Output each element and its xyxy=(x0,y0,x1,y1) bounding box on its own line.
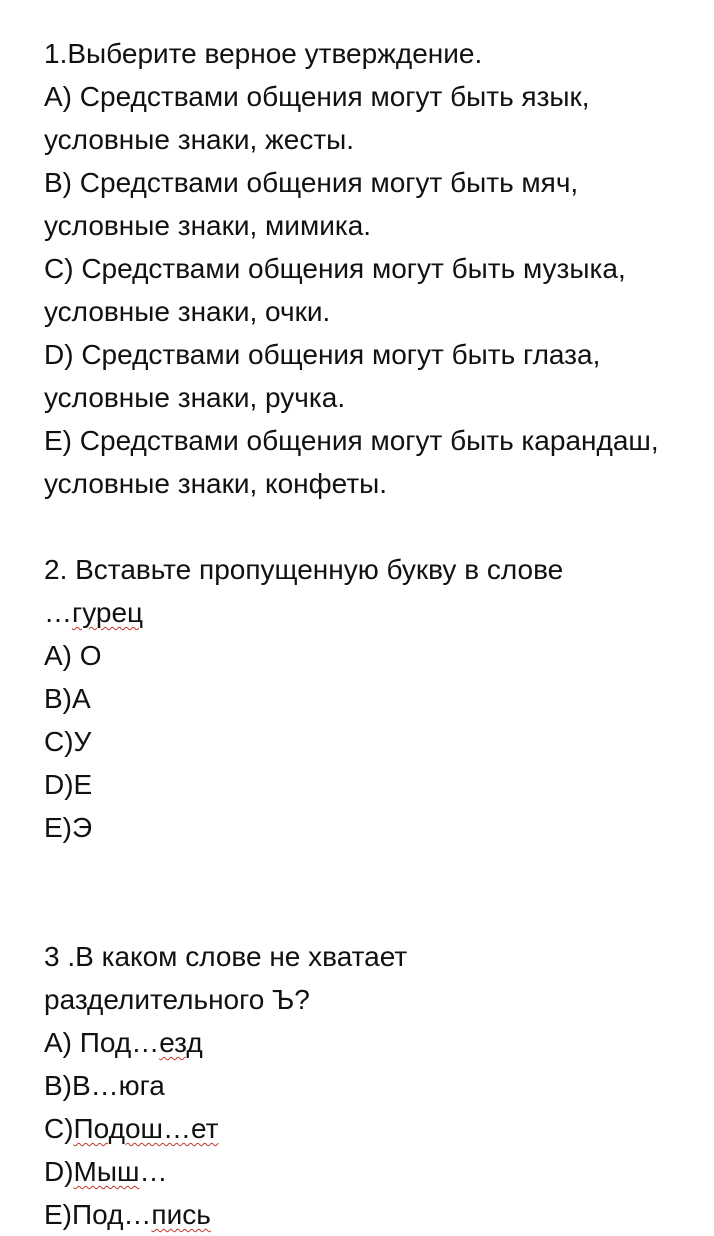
question-2-title: 2. Вставьте пропущенную букву в слове xyxy=(44,554,564,585)
spacer xyxy=(44,849,714,935)
question-2-word xyxy=(44,591,714,634)
question-3-title: 3 .В каком слове не хватает xyxy=(44,941,408,972)
spellcheck-word: езд xyxy=(159,1027,203,1058)
question-3-option xyxy=(44,1193,714,1236)
question-3-option xyxy=(44,1064,714,1107)
question-1-line: D) Средствами общения могут быть глаза, xyxy=(44,339,601,370)
option-text: … xyxy=(139,1156,168,1187)
spellcheck-word: Подош…ет xyxy=(73,1113,219,1144)
option-text: A) Под… xyxy=(44,1027,160,1058)
question-1-line: A) Средствами общения могут быть язык, xyxy=(44,81,590,112)
question-1-line: условные знаки, жесты. xyxy=(44,124,355,155)
question-2-option: E)Э xyxy=(44,812,93,843)
question-1-line: условные знаки, ручка. xyxy=(44,382,346,413)
question-2-option: D)Е xyxy=(44,769,93,800)
question-1-line: C) Средствами общения могут быть музыка, xyxy=(44,253,626,284)
question-1-line: условные знаки, мимика. xyxy=(44,210,372,241)
spellcheck-word: Мыш xyxy=(73,1156,140,1187)
option-text: E)Под… xyxy=(44,1199,152,1230)
question-2-option: A) О xyxy=(44,640,102,671)
option-text: B)В…юга xyxy=(44,1070,165,1101)
question-3-option xyxy=(44,1021,714,1064)
question-3-option xyxy=(44,1150,714,1193)
spellcheck-word: пись xyxy=(151,1199,211,1230)
quiz-document xyxy=(44,32,714,1236)
question-1-line: E) Средствами общения могут быть карандаш, xyxy=(44,425,659,456)
spacer xyxy=(44,505,714,548)
option-text: C) xyxy=(44,1113,74,1144)
question-3-title: разделительного Ъ? xyxy=(44,984,310,1015)
question-2-option: C)У xyxy=(44,726,92,757)
question-1-line: условные знаки, конфеты. xyxy=(44,468,388,499)
question-1-line: условные знаки, очки. xyxy=(44,296,331,327)
question-3-option xyxy=(44,1107,714,1150)
question-1-title: 1.Выберите верное утверждение. xyxy=(44,38,483,69)
spellcheck-word: гурец xyxy=(72,597,144,628)
question-2-option: B)А xyxy=(44,683,91,714)
option-text: D) xyxy=(44,1156,74,1187)
word-prefix: … xyxy=(44,597,72,628)
question-1-line: B) Средствами общения могут быть мяч, xyxy=(44,167,579,198)
